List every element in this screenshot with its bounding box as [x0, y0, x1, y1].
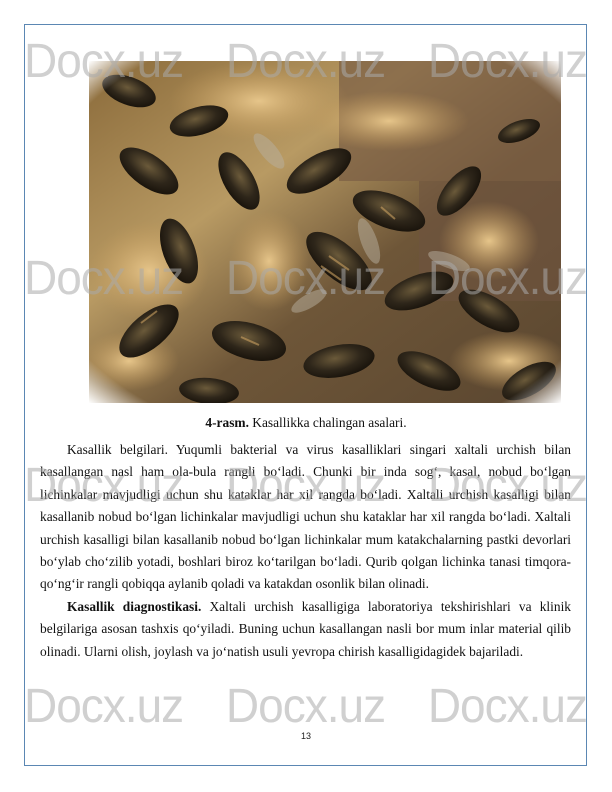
figure-caption-text: Kasallikka chalingan asalari. — [248, 415, 407, 430]
watermark: Docx.uz — [427, 32, 587, 88]
watermark: Docx.uz — [225, 677, 386, 733]
watermark: Docx.uz — [427, 456, 587, 512]
paragraph-kasallik-diagnostikasi — [40, 596, 571, 663]
paragraph-diagnostikasi-text: Xaltali urchish kasalligiga laboratoriya tekshirishlari va klinik belgilariga asosan tashxis qo‘yiladi. Buning uchun kasallangan nasli bor mum inlar material qilib olinadi. Ularni olish, joylash va jo‘natish usuli yevropa chirish kasalligidagidek bajariladi. — [40, 598, 571, 659]
watermark: Docx.uz — [427, 677, 587, 733]
watermark: Docx.uz — [24, 249, 184, 305]
section-heading-diagnostikasi: Kasallik diagnostikasi. — [67, 598, 202, 614]
figure-caption — [0, 415, 612, 431]
watermark: Docx.uz — [225, 32, 386, 88]
watermark: Docx.uz — [427, 249, 587, 305]
watermark: Docx.uz — [24, 456, 184, 512]
page-number: 13 — [300, 731, 311, 741]
watermark: Docx.uz — [24, 677, 184, 733]
watermark: Docx.uz — [225, 249, 386, 305]
watermark: Docx.uz — [225, 456, 386, 512]
document-body — [40, 439, 571, 663]
figure-caption-label: 4-rasm. — [205, 415, 249, 430]
paragraph-kasallik-belgilari: Kasallik belgilari. Yuqumli bakterial va virus kasalliklari singari xaltali urchish bilan kasallangan nasl ham ola-bula rangli bo‘ladi. Chunki bir inda sog‘, kasal, nobud bo‘lgan lichinkalar mavjudligi uchun shu kataklar har xil rangda bo‘ladi. Xaltali urchish kasalligi bilan kasallanib nobud bo‘lgan lichinkalar mavjudligi uchun shu kataklar har xil rangda bo‘ladi. Xaltali urchish kasalligi bilan kasallanib nobud bo‘lgan lichinkalar mum katakchalarning pastki devorlari bo‘ylab cho‘zilib yotadi, boshlari biroz ko‘tarilgan bo‘ladi. Qurib qolgan lichinka tanasi timqora-qo‘ng‘ir rangli qobiqqa aylanib qoladi va katakdan osonlik bilan olinadi. — [40, 442, 571, 592]
figure-image-dead-bees — [89, 61, 561, 403]
watermark: Docx.uz — [24, 32, 184, 88]
